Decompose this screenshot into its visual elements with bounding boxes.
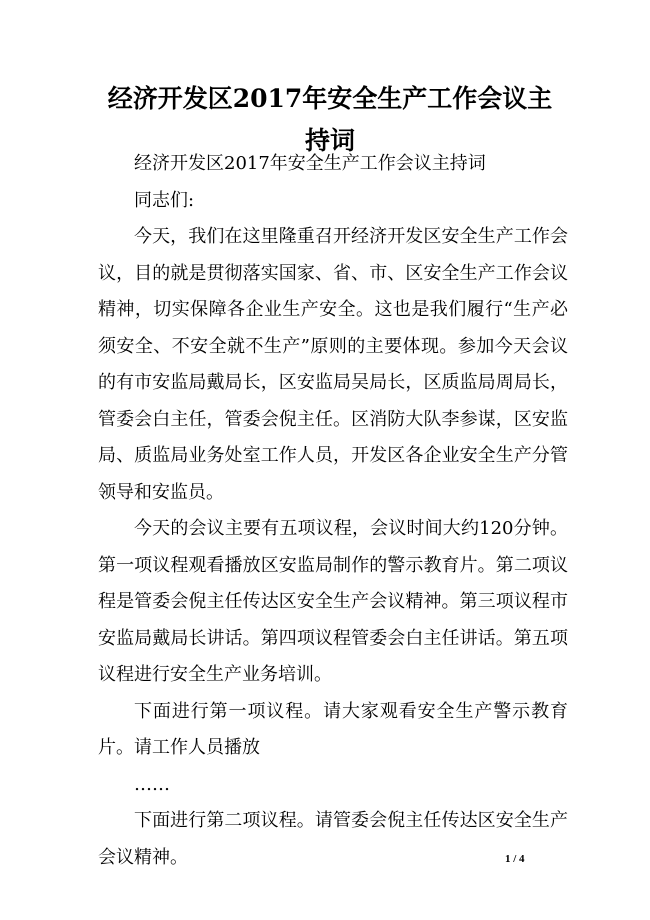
salutation-paragraph: 同志们:	[134, 189, 195, 211]
subtitle-paragraph: 经济开发区2017年安全生产工作会议主持词	[134, 153, 486, 174]
agenda-paragraph: 今天的会议主要有五项议程，会议时间大约120分钟。第一项议程观看播放区安监局制作的警示教育片。第二项议程是管委会倪主任传达区安全生产会议精神。第三项议程市安监局戴局长讲话。第四项议程管委会白主任讲话。第五项议程进行安全生产业务培训。	[98, 518, 568, 685]
document-body	[98, 146, 568, 876]
document-title: 经济开发区2017年安全生产工作会议主持词	[107, 84, 553, 155]
first-item-paragraph: 下面进行第一项议程。请大家观看安全生产警示教育片。请工作人员播放	[98, 700, 568, 758]
second-item-paragraph: 下面进行第二项议程。请管委会倪主任传达区安全生产会议精神。	[98, 810, 568, 868]
ellipsis-paragraph: ……	[134, 773, 170, 795]
intro-paragraph: 今天，我们在这里隆重召开经济开发区安全生产工作会议，目的就是贯彻落实国家、省、市、区安全生产工作会议精神，切实保障各企业生产安全。这也是我们履行“生产必须安全、不安全就不生产”原则的主要体现。参加今天会议的有市安监局戴局长，区安监局吴局长，区质监局周局长，管委会白主任，管委会倪主任。区消防大队李参谋，区安监局、质监局业务处室工作人员，开发区各企业安全生产分管领导和安监员。	[98, 226, 568, 503]
page-number: 1 / 4	[505, 853, 525, 865]
